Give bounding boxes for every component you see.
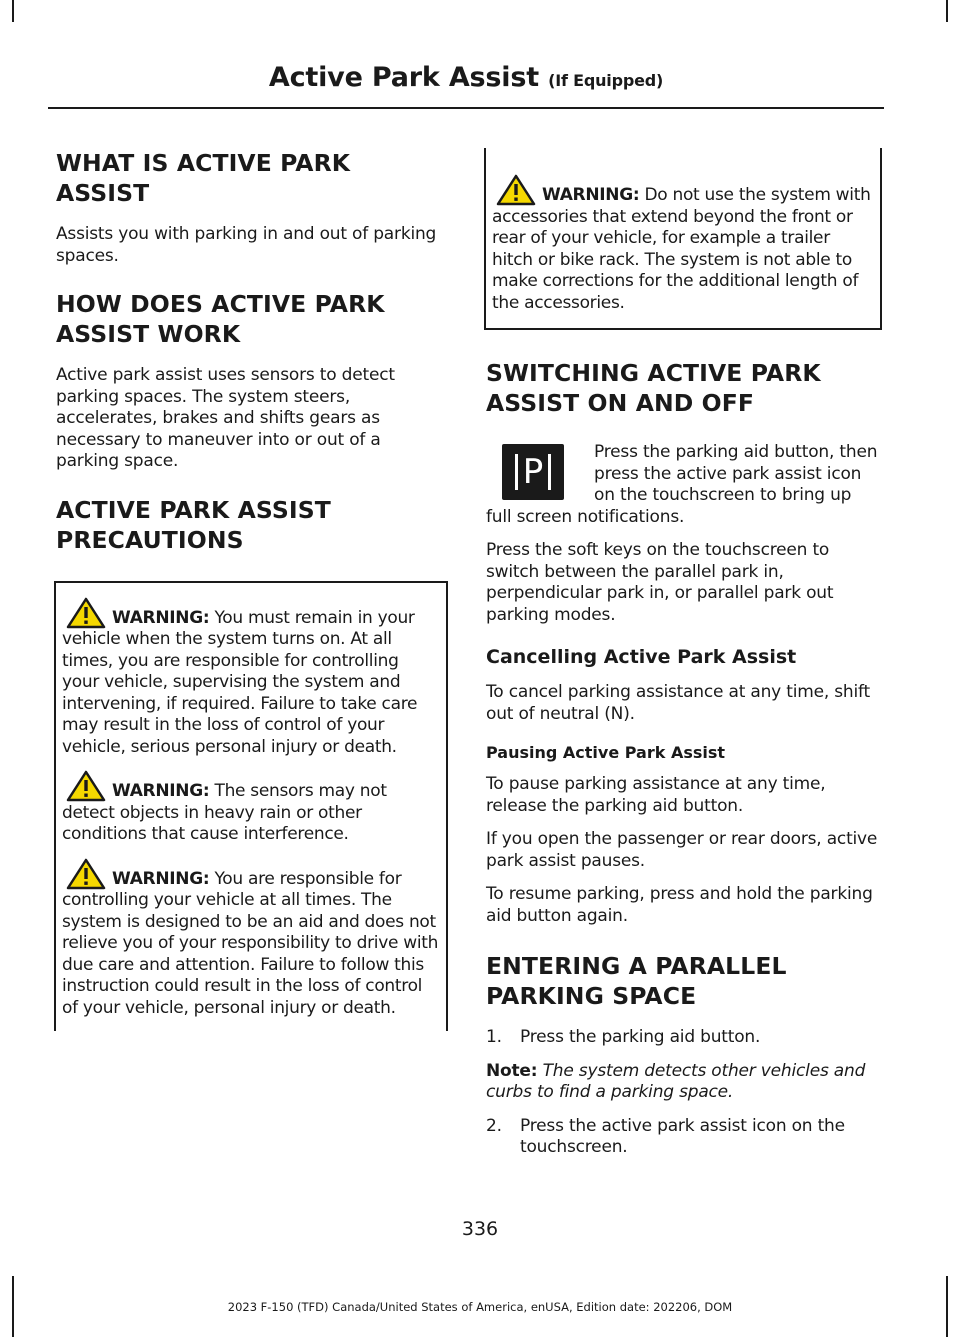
crop-mark — [946, 0, 948, 22]
heading-line: HOW DOES ACTIVE PARK — [56, 290, 385, 318]
warning-box — [54, 581, 448, 1032]
warning-item — [62, 858, 440, 1032]
icon-letter: P — [522, 452, 544, 492]
heading-line: ASSIST — [56, 179, 150, 207]
note-text: The system detects other vehicles and curbs to find a parking space. — [486, 1060, 866, 1102]
right-column — [486, 148, 878, 1171]
heading-line: ENTERING A PARALLEL — [486, 952, 787, 980]
warning-icon — [496, 174, 536, 206]
crop-mark — [12, 0, 14, 22]
list-item — [486, 1027, 878, 1049]
paragraph-soft-keys: Press the soft keys on the touchscreen to switch between the parallel park in, perpendicular park in, or parallel park out parking modes. — [486, 540, 834, 625]
heading-line: ASSIST WORK — [56, 320, 241, 348]
header-rule — [48, 107, 884, 109]
warning-label: WARNING: — [112, 868, 210, 889]
warning-icon — [66, 597, 106, 629]
header-title: Active Park Assist — [268, 62, 539, 93]
paragraph-cancel: To cancel parking assistance at any time, shift out of neutral (N). — [486, 682, 870, 724]
header-suffix: (If Equipped) — [548, 71, 664, 90]
icon-bar — [548, 454, 551, 490]
footer: 2023 F-150 (TFD) Canada/United States of America, enUSA, Edition date: 202206, DOM — [227, 1300, 733, 1314]
heading-line: SWITCHING ACTIVE PARK — [486, 359, 821, 387]
warning-label: WARNING: — [112, 607, 210, 628]
heading-pausing: Pausing Active Park Assist — [486, 743, 726, 762]
warning-label: WARNING: — [542, 185, 640, 205]
warning-icon — [66, 770, 106, 802]
heading-line: ASSIST ON AND OFF — [486, 389, 755, 417]
heading-what-is — [56, 148, 444, 208]
warning-text: The sensors may not detect objects in heavy rain or other conditions that cause interference. — [62, 781, 387, 844]
parking-aid-button-icon — [502, 444, 564, 500]
warning-icon — [66, 858, 106, 890]
list-text: Press the active park assist icon on the touchscreen. — [520, 1115, 845, 1157]
heading-line: PRECAUTIONS — [56, 525, 244, 554]
list-text: Press the parking aid button. — [520, 1027, 761, 1047]
list-number: 1. — [486, 1027, 502, 1047]
warning-text: Do not use the system with accessories that extend beyond the front or rear of your vehicle, for example a trailer hitch or bike rack. The system is not able to make corrections for the additional length of the accessories. — [492, 185, 871, 313]
parking-aid-instruction — [486, 442, 878, 540]
heading-switching — [486, 358, 878, 418]
heading-line: WHAT IS ACTIVE PARK — [56, 149, 351, 177]
heading-cancelling: Cancelling Active Park Assist — [486, 646, 797, 668]
paragraph-open-doors: If you open the passenger or rear doors, active park assist pauses. — [486, 829, 878, 871]
warning-item — [62, 770, 440, 846]
warning-text: You are responsible for controlling your vehicle at all times. The system is designed to be an aid and does not relieve you of your responsibility to drive with due care and attention. Failure to follow this instruction could result in the loss of control of your vehicle, personal injury or death. — [62, 868, 439, 1018]
heading-line: ACTIVE PARK ASSIST — [56, 495, 331, 524]
note-label: Note: — [486, 1060, 538, 1081]
heading-line: PARKING SPACE — [486, 982, 697, 1010]
paragraph-what-is: Assists you with parking in and out of parking spaces. — [56, 224, 437, 266]
paragraph-resume: To resume parking, press and hold the parking aid button again. — [486, 884, 873, 926]
note — [486, 1061, 878, 1104]
warning-text: You must remain in your vehicle when the system turns on. At all times, you are responsible for controlling your vehicle, supervising the system and intervening, if required. Failure to take care may result in the loss of control of your vehicle, serious personal injury or death. — [62, 607, 418, 757]
paragraph-press-parking-aid: Press the parking aid button, then press the active park assist icon on the touchscreen to bring up full screen notifications. — [486, 442, 878, 527]
page-header — [48, 62, 884, 93]
heading-precautions — [56, 495, 444, 555]
list-number: 2. — [486, 1115, 502, 1136]
warning-box — [484, 148, 882, 330]
heading-entering-parallel — [486, 951, 878, 1011]
page-number: 336 — [461, 1218, 499, 1240]
warning-label: WARNING: — [112, 781, 210, 801]
list-item — [486, 1116, 878, 1159]
warning-item — [492, 174, 874, 314]
paragraph-pause: To pause parking assistance at any time, release the parking aid button. — [486, 774, 826, 816]
warning-item — [62, 597, 440, 759]
paragraph-how-does: Active park assist uses sensors to detect parking spaces. The system steers, accelerates, brakes and shifts gears as necessary to maneuver into or out of a parking space. — [56, 365, 395, 471]
left-column — [56, 148, 444, 1031]
heading-how-does — [56, 289, 444, 349]
